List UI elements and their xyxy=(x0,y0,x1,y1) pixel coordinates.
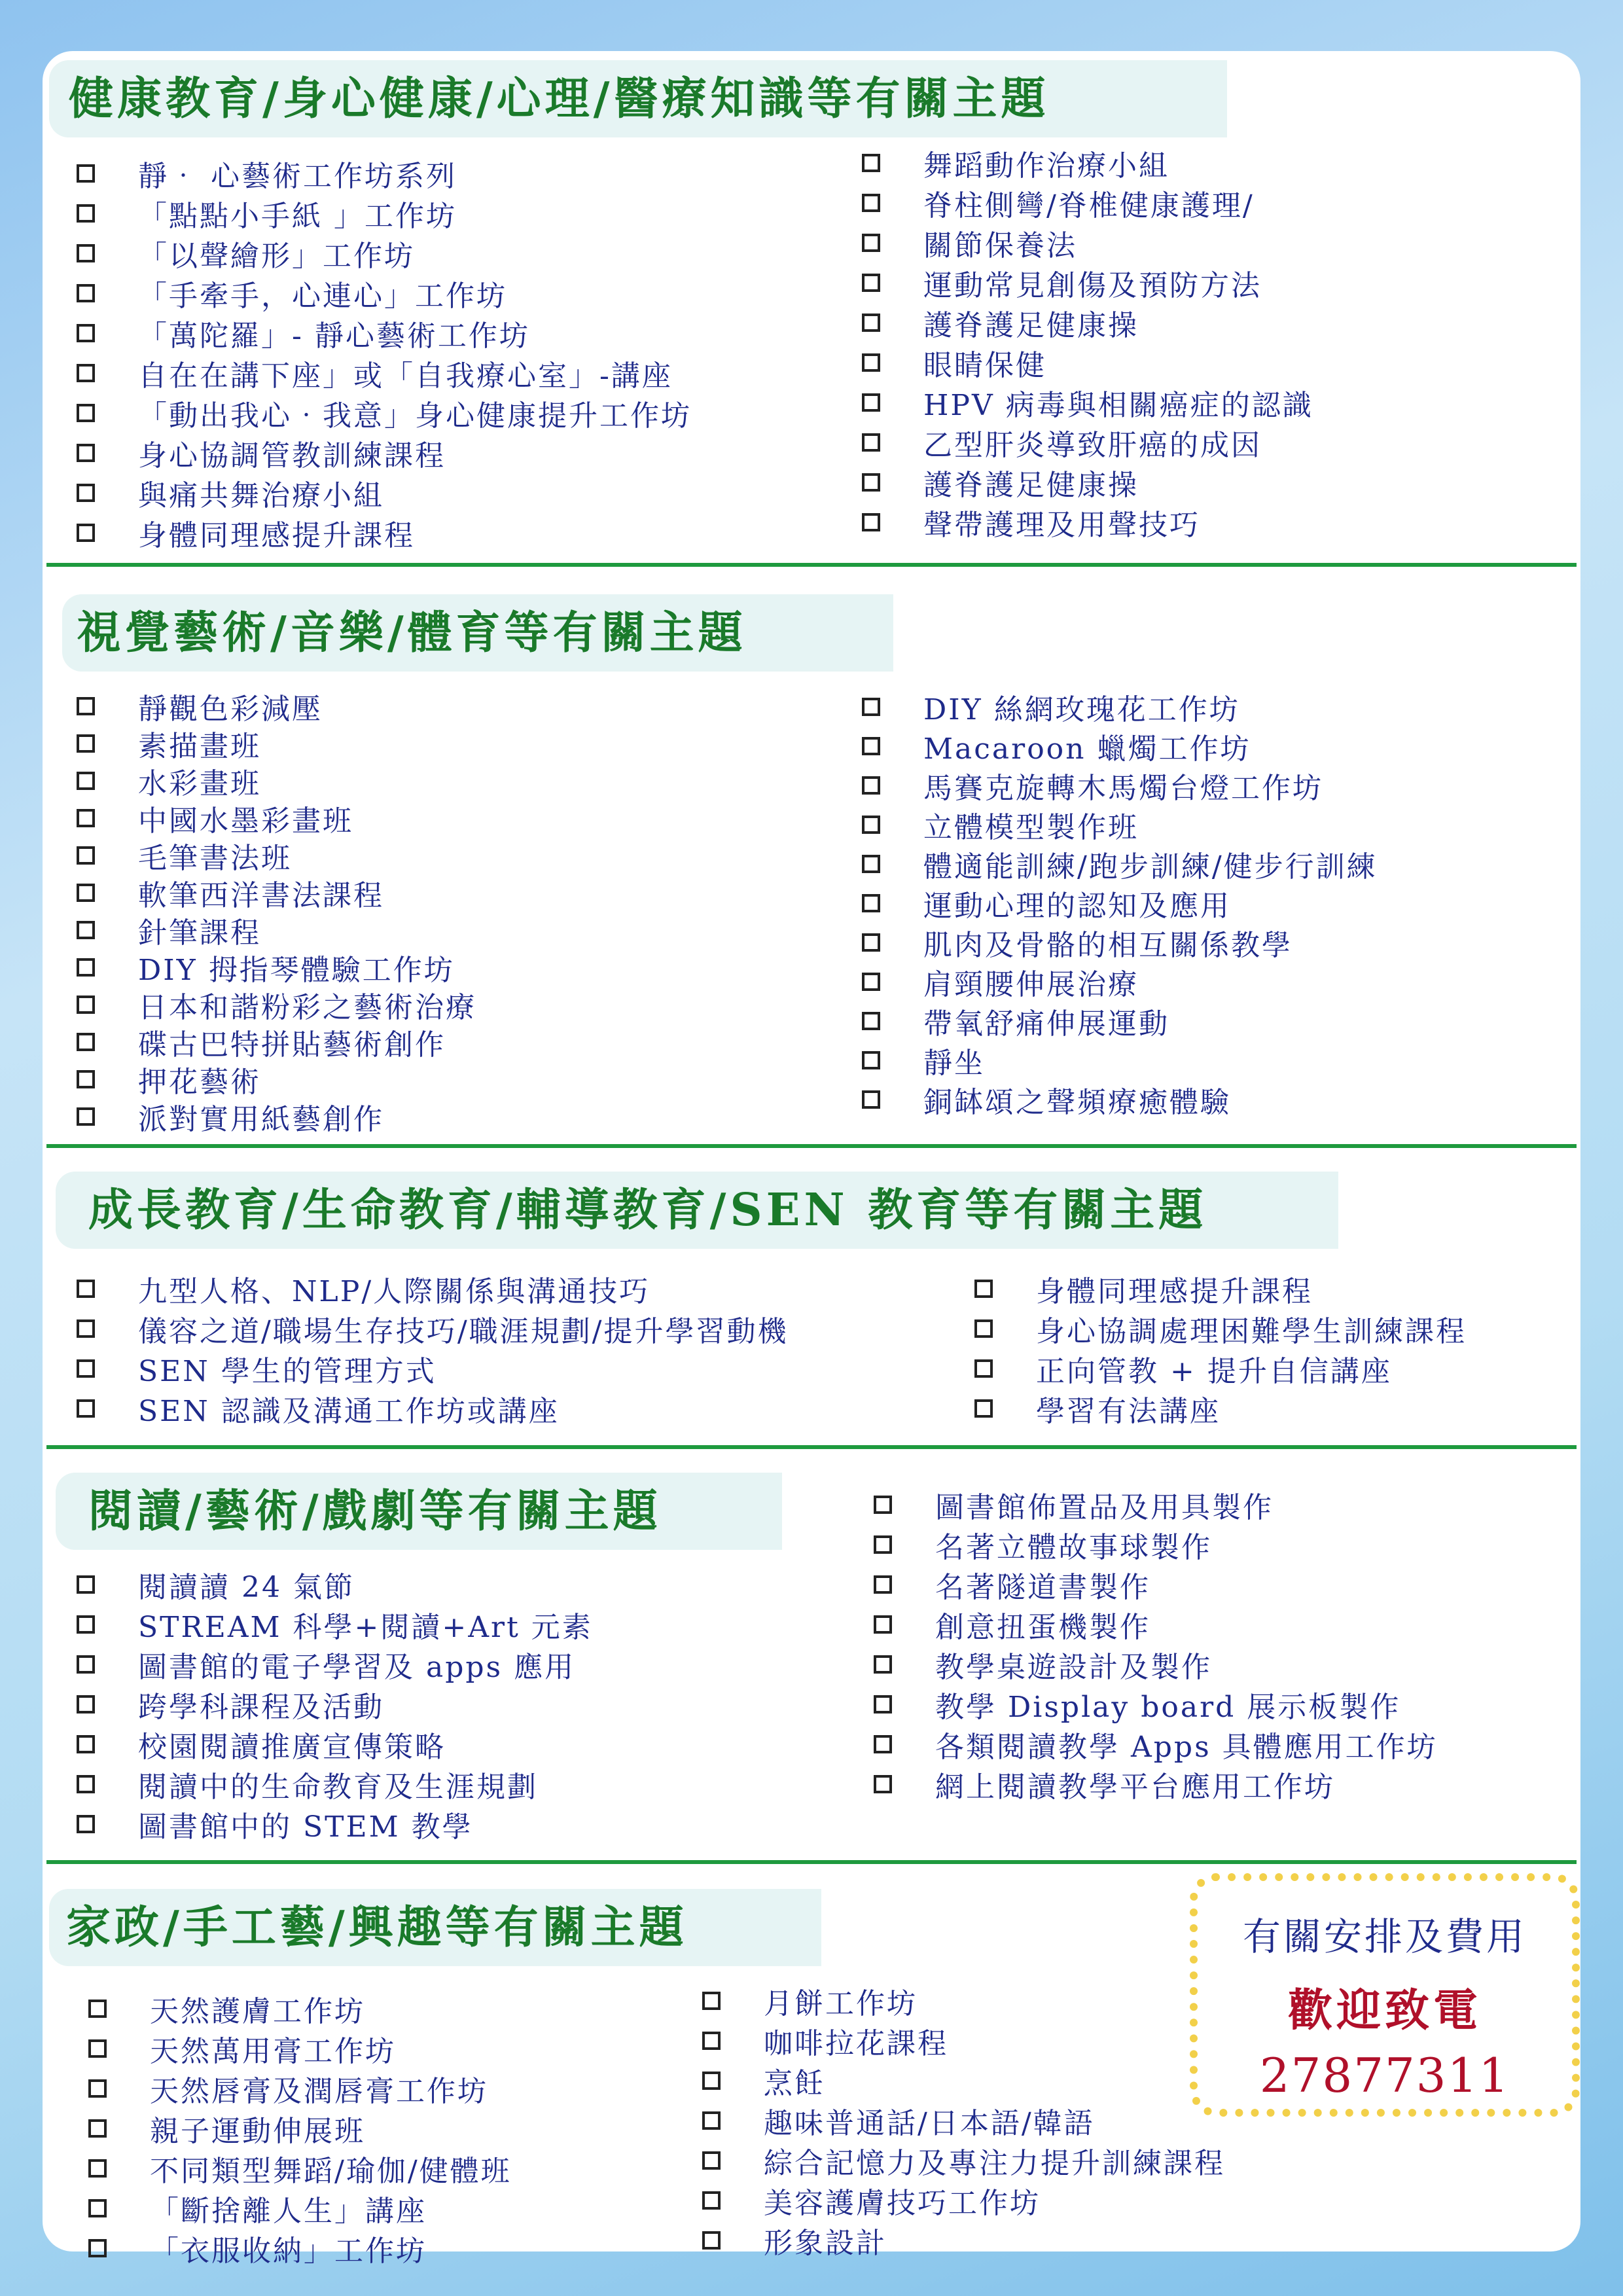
section-divider xyxy=(46,1144,1577,1148)
checklist-item[interactable] xyxy=(862,1001,1378,1041)
checklist-item[interactable] xyxy=(88,2148,512,2188)
section-title: 家政/手工藝/興趣等有關主題 xyxy=(66,1901,688,1954)
checklist-item-label: Macaroon 蠟燭工作坊 xyxy=(923,732,1251,766)
checklist-item[interactable] xyxy=(862,302,1313,342)
checklist-item-label: 毛筆書法班 xyxy=(138,841,292,875)
checkbox[interactable] xyxy=(862,353,880,372)
checkbox[interactable] xyxy=(77,1815,95,1833)
checklist-item[interactable] xyxy=(77,1724,593,1764)
checklist-item[interactable] xyxy=(874,1484,1438,1524)
checklist-item[interactable] xyxy=(88,2228,512,2268)
checkbox[interactable] xyxy=(862,154,880,172)
checklist-item[interactable] xyxy=(874,1724,1438,1764)
checklist-item[interactable] xyxy=(862,687,1378,726)
checkbox[interactable] xyxy=(874,1735,892,1753)
checkbox[interactable] xyxy=(874,1655,892,1674)
checklist-item[interactable] xyxy=(874,1604,1438,1644)
checkbox[interactable] xyxy=(862,393,880,412)
checkbox[interactable] xyxy=(874,1615,892,1634)
checklist-item-label: 名著立體故事球製作 xyxy=(935,1530,1212,1564)
checklist-item-label: STREAM 科學+閱讀+Art 元素 xyxy=(138,1610,593,1644)
checkbox[interactable] xyxy=(77,1575,95,1594)
checklist-item-label: 身心協調處理困難學生訓練課程 xyxy=(1036,1314,1467,1348)
checklist-item[interactable] xyxy=(862,502,1313,542)
checklist-item[interactable] xyxy=(862,422,1313,462)
checklist-item[interactable] xyxy=(862,1041,1378,1080)
checklist-item[interactable] xyxy=(77,1098,476,1135)
checkbox[interactable] xyxy=(88,2119,107,2138)
checklist-item-label: 中國水墨彩畫班 xyxy=(138,804,353,838)
checkbox[interactable] xyxy=(862,698,880,716)
checkbox[interactable] xyxy=(874,1496,892,1514)
contact-welcome: 歡迎致電 xyxy=(1287,1984,1482,2037)
checkbox[interactable] xyxy=(862,194,880,212)
checklist-item[interactable] xyxy=(77,1023,476,1060)
checklist-item-label: 護脊護足健康操 xyxy=(923,308,1139,342)
checklist-item[interactable] xyxy=(77,1644,593,1684)
checkbox[interactable] xyxy=(77,1775,95,1793)
checkbox[interactable] xyxy=(862,933,880,952)
checklist-item-label: 各類閱讀教學 Apps 具體應用工作坊 xyxy=(935,1730,1438,1764)
checkbox[interactable] xyxy=(702,2032,721,2050)
checklist-item-label: 肌肉及骨骼的相互關係教學 xyxy=(923,929,1293,962)
checkbox[interactable] xyxy=(88,2239,107,2257)
checklist-item-label: 親子運動伸展班 xyxy=(150,2114,365,2148)
checklist-item[interactable] xyxy=(77,948,476,986)
checklist-item[interactable] xyxy=(77,193,692,233)
checkbox[interactable] xyxy=(88,2159,107,2178)
checklist-item[interactable] xyxy=(88,2108,512,2148)
checklist-item-label: 關節保養法 xyxy=(923,228,1077,262)
contact-phone[interactable]: 27877311 xyxy=(1259,2048,1510,2103)
checkbox[interactable] xyxy=(77,1615,95,1634)
checklist-item-label: 圖書館佈置品及用具製作 xyxy=(935,1490,1274,1524)
checklist-item[interactable] xyxy=(77,1348,788,1388)
checklist-item-label: 趣味普通話/日本語/韓語 xyxy=(764,2106,1095,2140)
section-divider xyxy=(46,563,1577,567)
right-column xyxy=(974,1268,1467,1428)
left-column xyxy=(77,153,692,552)
checklist-item[interactable] xyxy=(77,1684,593,1724)
checklist-item[interactable] xyxy=(862,726,1378,766)
checkbox[interactable] xyxy=(77,697,95,715)
checkbox[interactable] xyxy=(862,973,880,991)
left-column xyxy=(77,687,476,1135)
checkbox[interactable] xyxy=(974,1399,993,1418)
checklist-item[interactable] xyxy=(862,143,1313,183)
checklist-item-label: 美容護膚技巧工作坊 xyxy=(764,2186,1041,2220)
left-column xyxy=(77,1268,788,1428)
checkbox[interactable] xyxy=(862,894,880,912)
checklist-item[interactable] xyxy=(862,844,1378,884)
checkbox[interactable] xyxy=(77,404,95,422)
checkbox[interactable] xyxy=(77,164,95,183)
checklist-item-label: 名著隧道書製作 xyxy=(935,1570,1150,1604)
checkbox[interactable] xyxy=(77,204,95,223)
checkbox[interactable] xyxy=(77,884,95,902)
checkbox[interactable] xyxy=(862,473,880,492)
checkbox[interactable] xyxy=(702,2231,721,2250)
checkbox[interactable] xyxy=(77,1107,95,1126)
section-title: 視覺藝術/音樂/體育等有關主題 xyxy=(77,607,747,659)
checklist-item-label: 「點點小手紙 」工作坊 xyxy=(138,199,457,233)
checklist-item-label: DIY 拇指琴體驗工作坊 xyxy=(138,953,455,987)
checkbox[interactable] xyxy=(702,2191,721,2210)
checkbox[interactable] xyxy=(77,524,95,542)
checkbox[interactable] xyxy=(77,364,95,382)
checklist-item[interactable] xyxy=(862,382,1313,422)
checklist-item[interactable] xyxy=(702,2060,1225,2100)
checklist-item-label: SEN 認識及溝通工作坊或講座 xyxy=(138,1394,560,1428)
checklist-item-label: SEN 學生的管理方式 xyxy=(138,1354,437,1388)
checklist-item-label: 素描畫班 xyxy=(138,729,261,763)
checklist-item-label: 護脊護足健康操 xyxy=(923,468,1139,502)
checkbox[interactable] xyxy=(77,244,95,262)
right-column xyxy=(862,687,1378,1119)
checklist-item-label: 「動出我心‧我意」身心健康提升工作坊 xyxy=(138,399,692,433)
checklist-item-label: 運動常見創傷及預防方法 xyxy=(923,268,1262,302)
checklist-item-label: 咖啡拉花課程 xyxy=(764,2026,948,2060)
checklist-item[interactable] xyxy=(77,1604,593,1644)
checklist-item-label: 針筆課程 xyxy=(138,916,261,950)
checkbox[interactable] xyxy=(862,1051,880,1069)
checklist-item[interactable] xyxy=(88,1988,512,2028)
checklist-item-label: 校園閱讀推廣宣傳策略 xyxy=(138,1730,446,1764)
checklist-item[interactable] xyxy=(77,986,476,1023)
checklist-item-label: 乙型肝炎導致肝癌的成因 xyxy=(923,428,1262,462)
checkbox[interactable] xyxy=(77,1399,95,1418)
checklist-item-label: HPV 病毒與相關癌症的認識 xyxy=(923,388,1313,422)
checklist-item-label: 運動心理的認知及應用 xyxy=(923,889,1231,923)
checkbox[interactable] xyxy=(77,284,95,302)
checklist-item[interactable] xyxy=(88,2028,512,2068)
checkbox[interactable] xyxy=(77,996,95,1014)
checklist-item-label: 肩頸腰伸展治療 xyxy=(923,968,1139,1001)
checklist-item[interactable] xyxy=(874,1684,1438,1724)
checkbox[interactable] xyxy=(77,772,95,790)
checklist-item-label: 立體模型製作班 xyxy=(923,811,1139,844)
checklist-item-label: 「萬陀羅」- 靜心藝術工作坊 xyxy=(138,319,530,353)
checklist-item-label: 靜觀色彩減壓 xyxy=(138,692,323,726)
checkbox[interactable] xyxy=(974,1359,993,1378)
checklist-item[interactable] xyxy=(77,433,692,473)
checkbox[interactable] xyxy=(77,324,95,342)
checklist-item-label: 形象設計 xyxy=(764,2226,887,2260)
checkbox[interactable] xyxy=(77,1359,95,1378)
checkbox[interactable] xyxy=(77,1319,95,1338)
checklist-item[interactable] xyxy=(862,766,1378,805)
right-column xyxy=(862,143,1313,542)
checklist-item-label: 靜‧ 心藝術工作坊系列 xyxy=(138,159,457,193)
checklist-item[interactable] xyxy=(77,1564,593,1604)
checklist-item-label: 正向管教 + 提升自信講座 xyxy=(1036,1354,1392,1388)
contact-box xyxy=(1190,1873,1580,2117)
checklist-item-label: 脊柱側彎/脊椎健康護理/ xyxy=(923,188,1255,223)
checkbox[interactable] xyxy=(862,513,880,531)
checkbox[interactable] xyxy=(862,816,880,834)
checklist-item-label: 閱讀讀 24 氣節 xyxy=(138,1570,355,1604)
checkbox[interactable] xyxy=(862,433,880,452)
checklist-item[interactable] xyxy=(77,836,476,874)
checkbox[interactable] xyxy=(862,855,880,873)
checkbox[interactable] xyxy=(77,484,95,502)
checklist-item[interactable] xyxy=(77,1804,593,1844)
checklist-item-label: 舞蹈動作治療小組 xyxy=(923,149,1169,183)
checkbox[interactable] xyxy=(974,1280,993,1298)
section-divider xyxy=(46,1445,1577,1449)
checklist-item-label: 與痛共舞治療小組 xyxy=(138,478,384,512)
checklist-item[interactable] xyxy=(862,884,1378,923)
checklist-item-label: 教學 Display board 展示板製作 xyxy=(935,1690,1401,1724)
checklist-item-label: 水彩畫班 xyxy=(138,766,261,800)
checkbox[interactable] xyxy=(77,1735,95,1753)
checklist-item[interactable] xyxy=(862,923,1378,962)
checklist-item[interactable] xyxy=(77,393,692,433)
checklist-item[interactable] xyxy=(88,2068,512,2108)
checklist-item[interactable] xyxy=(77,1060,476,1098)
checklist-item[interactable] xyxy=(77,687,476,725)
checklist-item-label: 銅缽頌之聲頻療癒體驗 xyxy=(923,1086,1231,1119)
checklist-item[interactable] xyxy=(974,1388,1467,1428)
checklist-item-label: 眼睛保健 xyxy=(923,348,1046,382)
checklist-item[interactable] xyxy=(88,2188,512,2228)
checkbox[interactable] xyxy=(88,2199,107,2217)
checklist-item-label: 身體同理感提升課程 xyxy=(138,518,415,552)
checklist-item-label: 綜合記憶力及專注力提升訓練課程 xyxy=(764,2146,1225,2180)
checklist-item-label: 身體同理感提升課程 xyxy=(1036,1274,1313,1308)
checkbox[interactable] xyxy=(862,314,880,332)
checklist-item[interactable] xyxy=(77,1308,788,1348)
checkbox[interactable] xyxy=(77,444,95,462)
checkbox[interactable] xyxy=(862,1090,880,1109)
checklist-item-label: 日本和諧粉彩之藝術治療 xyxy=(138,990,476,1024)
checkbox[interactable] xyxy=(77,958,95,977)
checkbox[interactable] xyxy=(862,737,880,755)
checklist-item[interactable] xyxy=(77,313,692,353)
checkbox[interactable] xyxy=(702,2151,721,2170)
checklist-item[interactable] xyxy=(702,2220,1225,2260)
checklist-item[interactable] xyxy=(77,725,476,762)
checklist-item[interactable] xyxy=(77,1764,593,1804)
right-column xyxy=(874,1484,1438,1804)
checkbox[interactable] xyxy=(874,1695,892,1713)
checkbox[interactable] xyxy=(88,2079,107,2098)
checklist-item-label: 天然萬用膏工作坊 xyxy=(150,2034,396,2068)
checkbox[interactable] xyxy=(702,2072,721,2090)
checklist-item-label: 「以聲繪形」工作坊 xyxy=(138,239,415,273)
section-divider xyxy=(46,1860,1577,1864)
checklist-item-label: 儀容之道/職場生存技巧/職涯規劃/提升學習動機 xyxy=(138,1314,789,1348)
checklist-item-label: 跨學科課程及活動 xyxy=(138,1690,384,1724)
checklist-item[interactable] xyxy=(974,1348,1467,1388)
checklist-item-label: 閱讀中的生命教育及生涯規劃 xyxy=(138,1770,538,1804)
checklist-item-label: 月餅工作坊 xyxy=(764,1986,918,2020)
checklist-item-label: 帶氧舒痛伸展運動 xyxy=(923,1007,1169,1041)
checklist-item-label: 馬賽克旋轉木馬燭台燈工作坊 xyxy=(923,772,1323,805)
checklist-item[interactable] xyxy=(77,1388,788,1428)
left-column xyxy=(77,1564,593,1844)
checklist-item-label: 聲帶護理及用聲技巧 xyxy=(923,508,1200,542)
checklist-item[interactable] xyxy=(77,273,692,313)
checklist-item[interactable] xyxy=(874,1644,1438,1684)
checkbox[interactable] xyxy=(874,1535,892,1554)
checklist-item[interactable] xyxy=(77,762,476,799)
checklist-item[interactable] xyxy=(862,262,1313,302)
checklist-item-label: 教學桌遊設計及製作 xyxy=(935,1650,1212,1684)
checklist-item[interactable] xyxy=(862,223,1313,262)
checklist-item-label: 天然唇膏及潤唇膏工作坊 xyxy=(150,2074,488,2108)
left-column xyxy=(88,1988,512,2268)
section-title: 閱讀/藝術/戲劇等有關主題 xyxy=(88,1485,662,1537)
checklist-item[interactable] xyxy=(77,911,476,948)
checkbox[interactable] xyxy=(874,1575,892,1594)
checklist-item[interactable] xyxy=(974,1308,1467,1348)
checklist-item[interactable] xyxy=(77,233,692,273)
checklist-item-label: 圖書館中的 STEM 教學 xyxy=(138,1810,473,1844)
checklist-item-label: DIY 絲網玫瑰花工作坊 xyxy=(923,693,1240,726)
checklist-item[interactable] xyxy=(77,473,692,512)
checkbox[interactable] xyxy=(702,1992,721,2010)
checkbox[interactable] xyxy=(77,1070,95,1088)
checklist-item[interactable] xyxy=(77,153,692,193)
checklist-item-label: 碟古巴特拼貼藝術創作 xyxy=(138,1028,446,1062)
checklist-item[interactable] xyxy=(77,1268,788,1308)
checklist-item[interactable] xyxy=(702,2140,1225,2180)
checklist-item-label: 烹飪 xyxy=(764,2066,825,2100)
checkbox[interactable] xyxy=(77,809,95,827)
section-title: 成長教育/生命教育/輔導教育/SEN 教育等有關主題 xyxy=(88,1184,1207,1236)
checkbox[interactable] xyxy=(862,274,880,292)
checklist-item-label: 體適能訓練/跑步訓練/健步行訓練 xyxy=(923,850,1378,884)
checkbox[interactable] xyxy=(862,776,880,795)
checkbox[interactable] xyxy=(77,734,95,753)
checklist-item[interactable] xyxy=(77,512,692,552)
checklist-item[interactable] xyxy=(862,342,1313,382)
checkbox[interactable] xyxy=(702,2111,721,2130)
checklist-item-label: 身心協調管教訓練課程 xyxy=(138,439,446,473)
checklist-item-label: 學習有法講座 xyxy=(1036,1394,1221,1428)
checklist-item-label: 「斷捨離人生」講座 xyxy=(150,2194,427,2228)
checklist-item[interactable] xyxy=(874,1564,1438,1604)
checklist-item[interactable] xyxy=(702,1981,1225,2020)
checklist-item-label: 創意扭蛋機製作 xyxy=(935,1610,1150,1644)
checklist-item[interactable] xyxy=(77,799,476,836)
checklist-item[interactable] xyxy=(862,805,1378,844)
checkbox[interactable] xyxy=(77,921,95,939)
checklist-item[interactable] xyxy=(874,1524,1438,1564)
checkbox[interactable] xyxy=(88,2000,107,2018)
checklist-item-label: 網上閱讀教學平台應用工作坊 xyxy=(935,1770,1335,1804)
checklist-item-label: 圖書館的電子學習及 apps 應用 xyxy=(138,1650,576,1684)
checklist-item-label: 不同類型舞蹈/瑜伽/健體班 xyxy=(150,2154,512,2188)
checklist-item[interactable] xyxy=(974,1268,1467,1308)
checkbox[interactable] xyxy=(77,1695,95,1713)
checkbox[interactable] xyxy=(874,1775,892,1793)
checkbox[interactable] xyxy=(862,234,880,252)
checklist-item[interactable] xyxy=(77,353,692,393)
checkbox[interactable] xyxy=(77,1280,95,1298)
checklist-item-label: 軟筆西洋書法課程 xyxy=(138,878,384,912)
checklist-item[interactable] xyxy=(862,962,1378,1001)
right-column xyxy=(702,1981,1225,2260)
checkbox[interactable] xyxy=(77,1655,95,1674)
checklist-item-label: 靜坐 xyxy=(923,1047,985,1080)
checkbox[interactable] xyxy=(974,1319,993,1338)
checklist-item-label: 自在在講下座」或「自我療心室」-講座 xyxy=(138,359,673,393)
checklist-item-label: 派對實用紙藝創作 xyxy=(138,1102,384,1136)
contact-note: 有關安排及費用 xyxy=(1242,1914,1527,1959)
checkbox[interactable] xyxy=(77,1033,95,1051)
checkbox[interactable] xyxy=(88,2039,107,2058)
checklist-item-label: 押花藝術 xyxy=(138,1065,261,1099)
checklist-item-label: 天然護膚工作坊 xyxy=(150,1994,365,2028)
checklist-item[interactable] xyxy=(862,462,1313,502)
checklist-item[interactable] xyxy=(862,183,1313,223)
checklist-item-label: 九型人格、NLP/人際關係與溝通技巧 xyxy=(138,1274,651,1308)
section-title: 健康教育/身心健康/心理/醫療知識等有關主題 xyxy=(69,73,1050,125)
checklist-item[interactable] xyxy=(702,2180,1225,2220)
checklist-item-label: 「手牽手，心連心」工作坊 xyxy=(138,279,507,313)
checkbox[interactable] xyxy=(77,846,95,865)
checkbox[interactable] xyxy=(862,1012,880,1030)
checklist-item-label: 「衣服收納」工作坊 xyxy=(150,2234,427,2268)
checklist-item[interactable] xyxy=(702,2020,1225,2060)
checklist-item[interactable] xyxy=(862,1080,1378,1119)
checklist-item[interactable] xyxy=(874,1764,1438,1804)
checklist-item[interactable] xyxy=(77,874,476,911)
checklist-item[interactable] xyxy=(702,2100,1225,2140)
